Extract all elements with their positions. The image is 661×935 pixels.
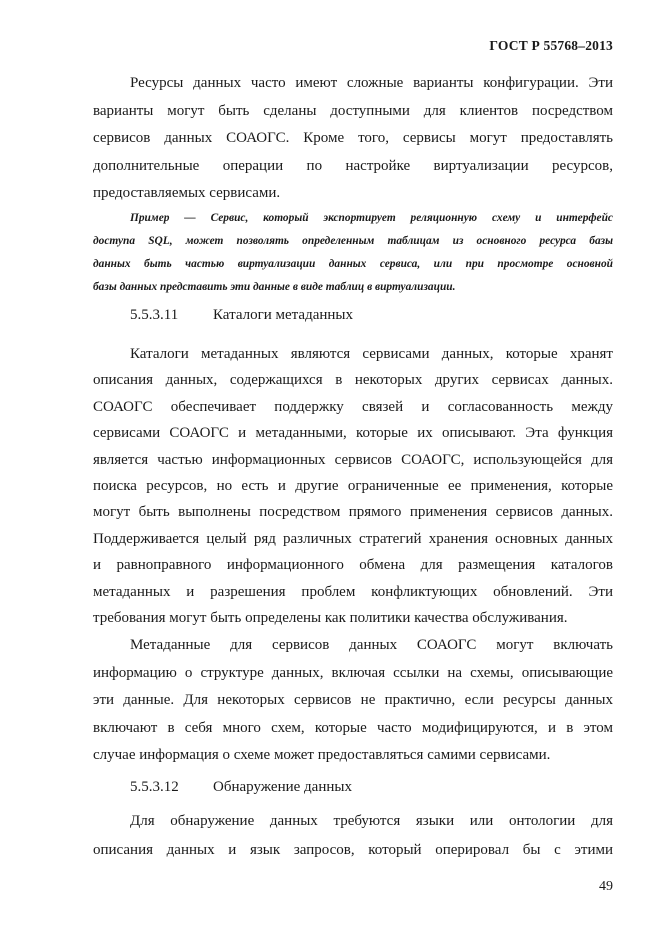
text-line: Каталоги метаданных являются сервисами данных, которые хранят [130,346,613,362]
text-line: сервисами СОАОГС и метаданными, которые их описывают. Эта функция [93,425,613,441]
section-title: Обнаружение данных [213,779,352,795]
example-line: доступа SQL, может позволять определенным таблицам из основного ресурса базы [93,235,613,247]
text-line: Поддерживается целый ряд различных стратегий хранения основных данных [93,531,613,547]
text-line: метаданных и разрешения проблем конфликтующих обновлений. Эти [93,584,613,600]
text-line: описания данных, содержащихся в некоторых других сервисах данных. [93,372,613,388]
text-line: случае информация о схеме может предоставляться самими сервисами. [93,747,551,763]
text-line: информацию о структуре данных, включая ссылки на схемы, описывающие [93,665,613,681]
text-line: варианты могут быть сделаны доступными для клиентов посредством [93,103,613,119]
section-number: 5.5.3.11 [130,307,179,323]
text-line: эти данные. Для некоторых сервисов не практично, если ресурсы данных [93,692,613,708]
example-line: базы данных представить эти данные в виде таблиц в виртуализации. [93,281,456,293]
text-line: могут быть выполнены посредством прямого применения сервисов данных. [93,504,613,520]
text-line: включают в себя много схем, которые часто модифицируются, и в этом [93,720,613,736]
text-line: Для обнаружение данных требуются языки или онтологии для [130,813,613,829]
text-line: и равноправного информационного обмена для размещения каталогов [93,557,613,573]
text-line: требования могут быть определены как политики качества обслуживания. [93,610,568,626]
text-line: предоставляемых сервисами. [93,185,281,201]
text-line: Ресурсы данных часто имеют сложные варианты конфигурации. Эти [130,75,613,91]
text-line: СОАОГС обеспечивает поддержку связей и согласованность между [93,399,613,415]
section-title: Каталоги метаданных [213,307,353,323]
page-number: 49 [599,879,613,894]
text-line: сервисов данных СОАОГС. Кроме того, сервисы могут предоставлять [93,130,613,146]
text-line: поиска ресурсов, но есть и другие ограниченные ее применения, которые [93,478,613,494]
example-line: данных быть частью виртуализации данных сервиса, или при просмотре основной [93,258,613,270]
text-line: описания данных и язык запросов, который оперировал бы с этими [93,842,613,858]
section-number: 5.5.3.12 [130,779,179,795]
text-line: является частью информационных сервисов СОАОГС, использующейся для [93,452,613,468]
text-line: дополнительные операции по настройке виртуализации ресурсов, [93,158,613,174]
text-line: Метаданные для сервисов данных СОАОГС могут включать [130,637,613,653]
document-code-header: ГОСТ Р 55768–2013 [489,38,613,53]
example-line: Пример — Сервис, который экспортирует реляционную схему и интерфейс [130,212,613,224]
